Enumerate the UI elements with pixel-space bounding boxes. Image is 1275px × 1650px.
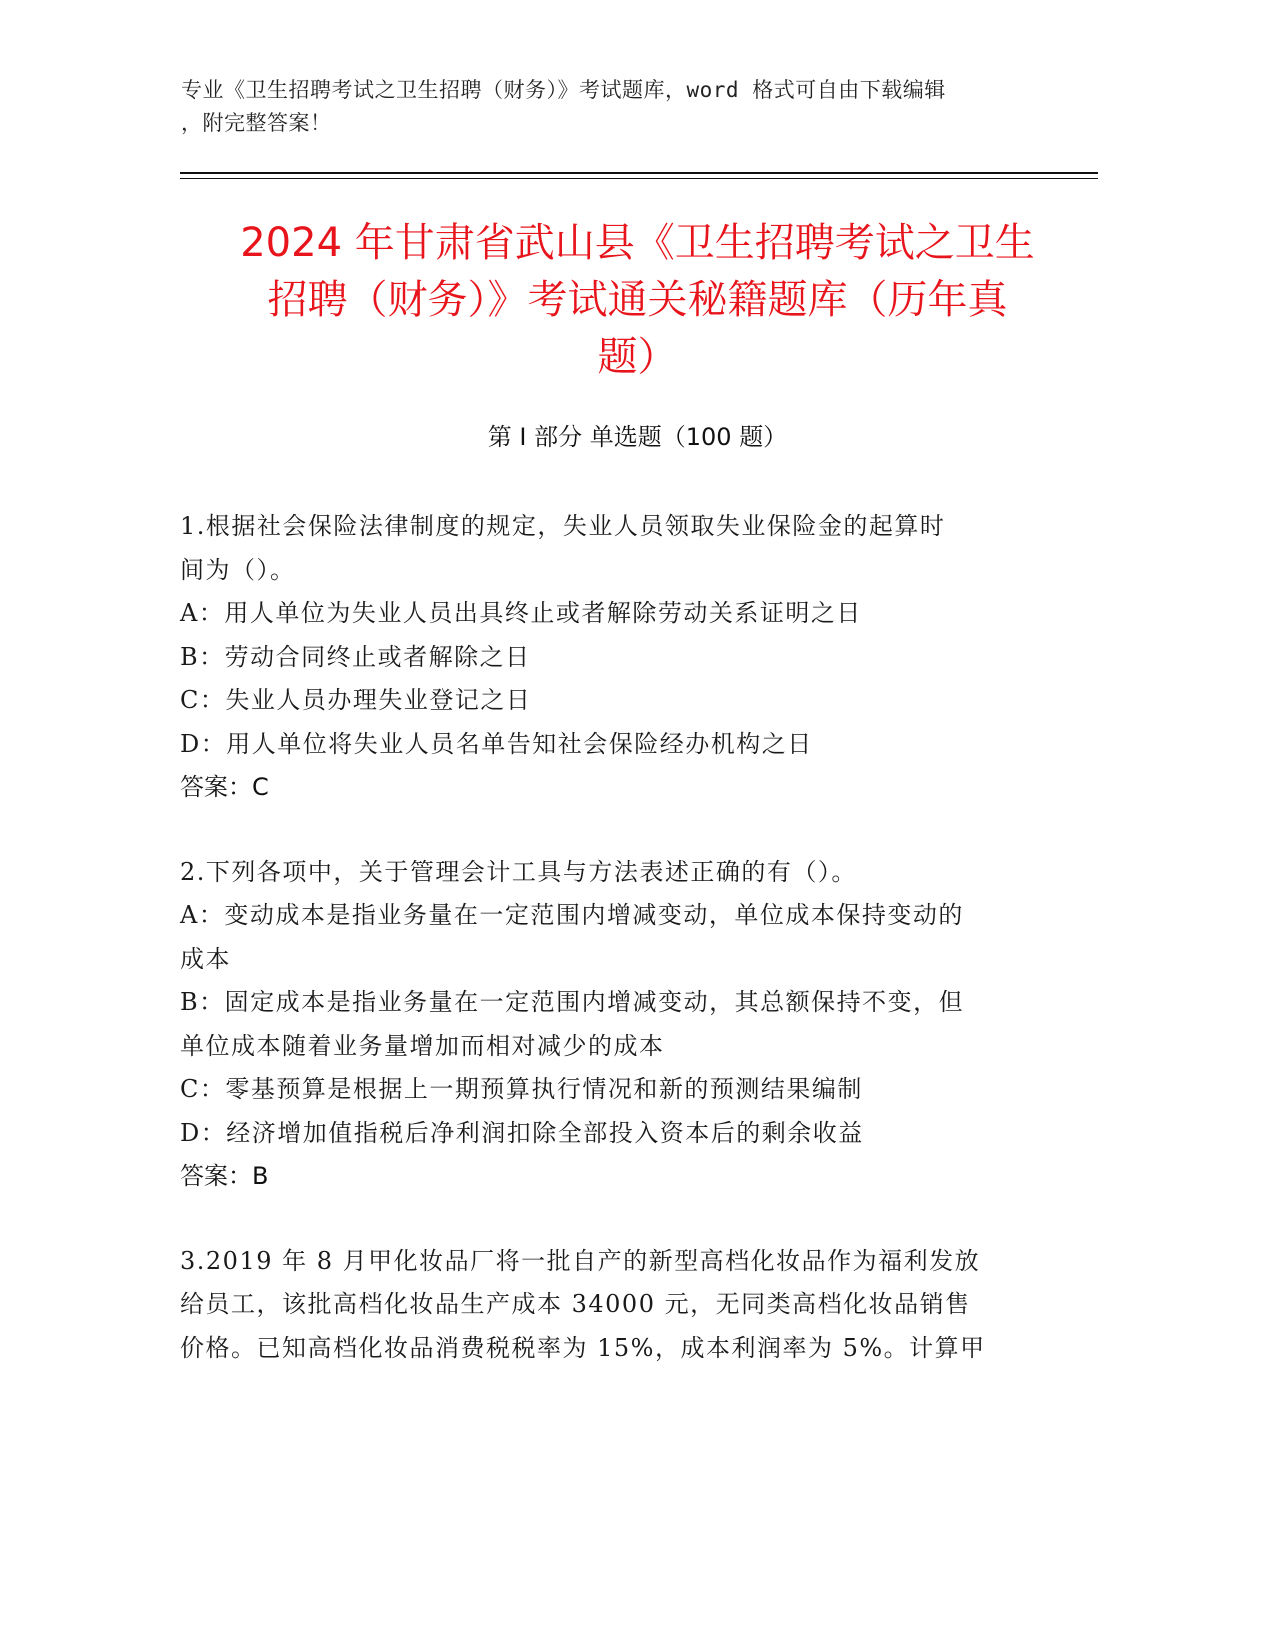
header-divider <box>180 172 1098 174</box>
document-title <box>170 215 1105 386</box>
question-option: D：经济增加值指税后净利润扣除全部投入资本后的剩余收益 <box>180 1118 864 1147</box>
question-option: B：固定成本是指业务量在一定范围内增减变动，其总额保持不变，但 <box>180 988 965 1016</box>
document-title-line: 招聘（财务）》考试通关秘籍题库（历年真 <box>267 277 1008 323</box>
section-heading: 第 I 部分 单选题（100 题） <box>487 423 788 451</box>
header-note <box>181 74 1061 140</box>
question-stem: 间为（）。 <box>180 555 296 584</box>
question-option: A：变动成本是指业务量在一定范围内增减变动，单位成本保持变动的 <box>180 901 964 929</box>
question-option: B：劳动合同终止或者解除之日 <box>180 642 531 671</box>
document-title-line: 题） <box>597 334 678 380</box>
question-option: A：用人单位为失业人员出具终止或者解除劳动关系证明之日 <box>180 599 862 627</box>
question-item <box>180 505 1040 810</box>
question-stem: 2.下列各项中，关于管理会计工具与方法表述正确的有（）。 <box>180 857 857 886</box>
question-list <box>180 505 1040 1411</box>
question-stem: 价格。已知高档化妆品消费税税率为 15%，成本利润率为 5%。计算甲 <box>180 1333 986 1362</box>
question-option: C：失业人员办理失业登记之日 <box>180 686 532 714</box>
question-item <box>180 851 1040 1199</box>
question-stem: 给员工，该批高档化妆品生产成本 34000 元，无同类高档化妆品销售 <box>180 1290 971 1318</box>
question-option: 单位成本随着业务量增加而相对减少的成本 <box>180 1031 665 1060</box>
question-option: 成本 <box>180 944 231 973</box>
question-stem: 1.根据社会保险法律制度的规定，失业人员领取失业保险金的起算时 <box>180 512 946 540</box>
question-item <box>180 1240 1040 1371</box>
question-option: D：用人单位将失业人员名单告知社会保险经办机构之日 <box>180 729 813 758</box>
question-stem: 3.2019 年 8 月甲化妆品厂将一批自产的新型高档化妆品作为福利发放 <box>180 1246 981 1275</box>
question-option: C：零基预算是根据上一期预算执行情况和新的预测结果编制 <box>180 1075 863 1103</box>
question-answer: 答案：C <box>180 773 269 801</box>
document-title-line: 2024 年甘肃省武山县《卫生招聘考试之卫生 <box>240 220 1035 266</box>
header-note-line: 专业《卫生招聘考试之卫生招聘（财务）》考试题库，word 格式可自由下载编辑 <box>181 78 946 102</box>
header-divider-thin <box>180 178 1098 179</box>
question-answer: 答案：B <box>180 1162 269 1190</box>
header-note-line: ，附完整答案！ <box>181 111 332 135</box>
